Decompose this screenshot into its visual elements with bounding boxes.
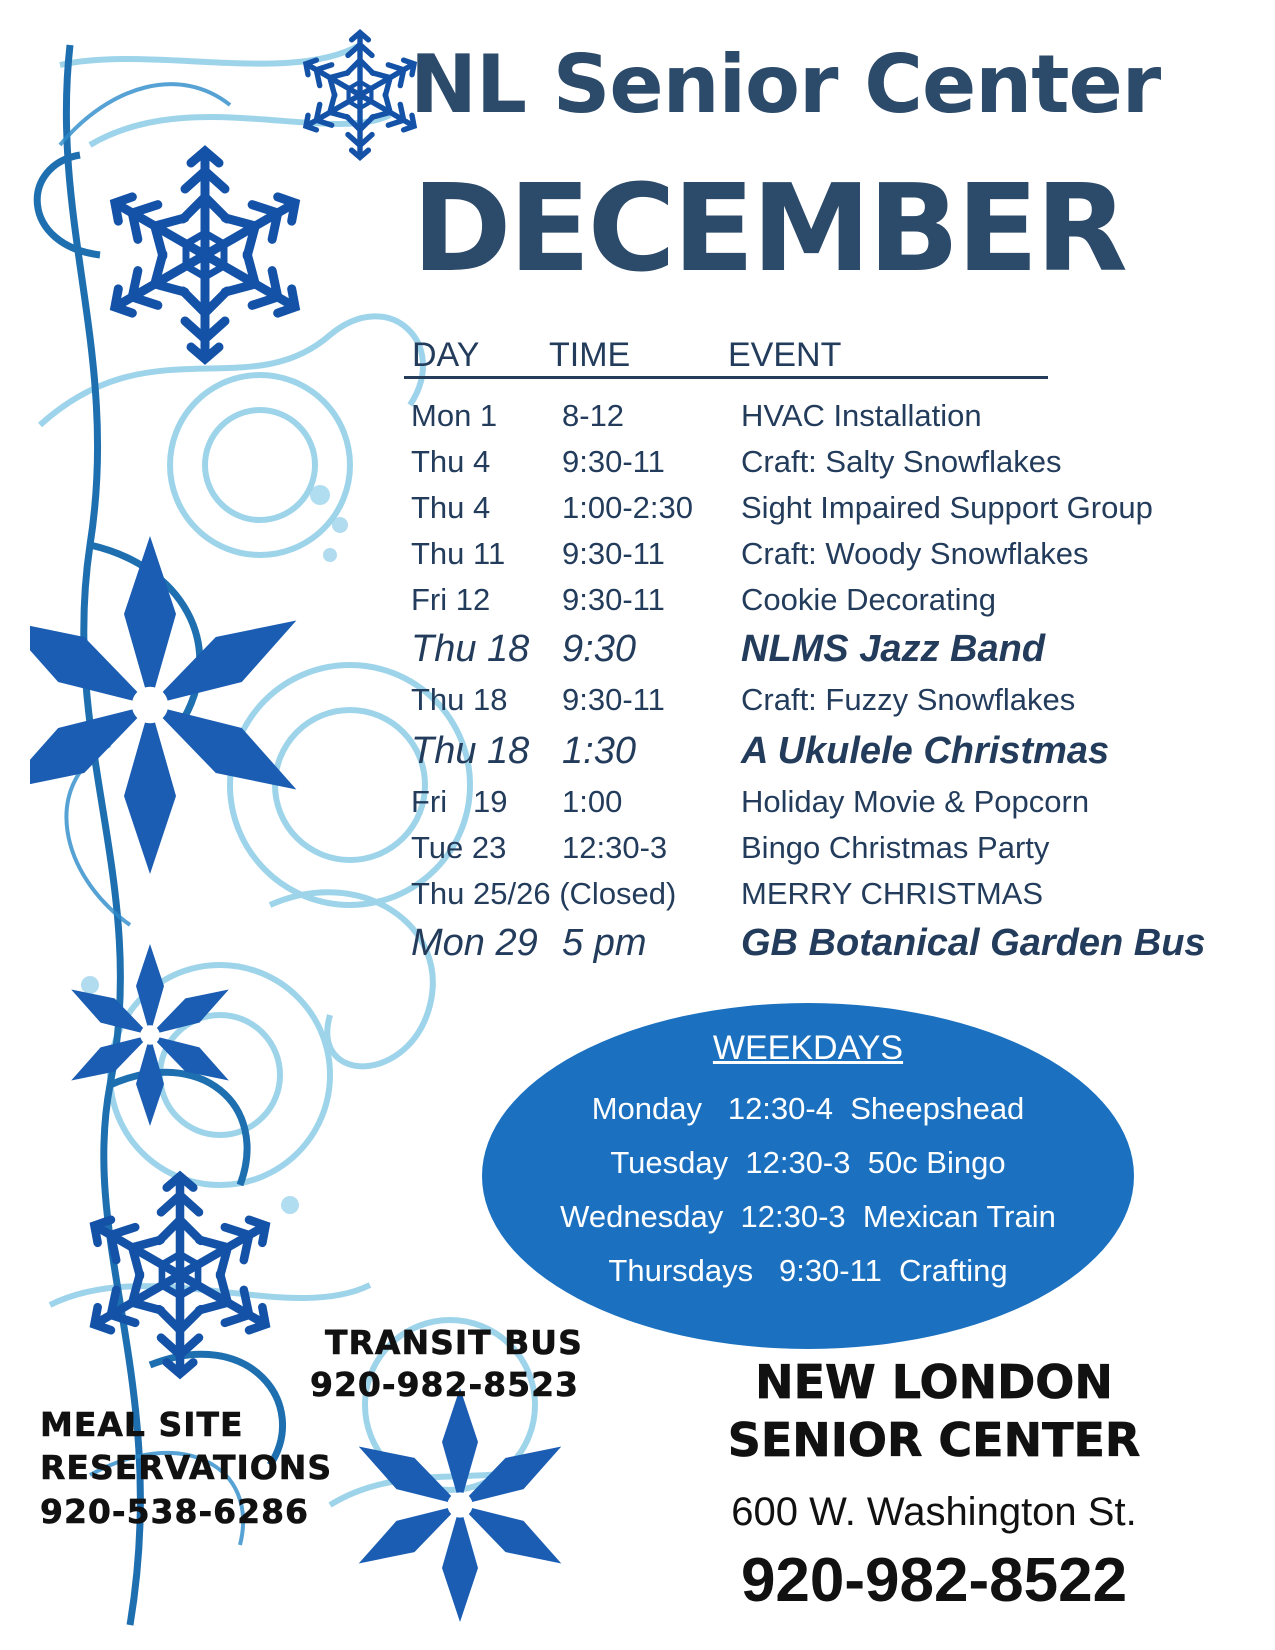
- row-time: 8-12: [562, 398, 625, 433]
- meal-site-label-2: RESERVATIONS: [40, 1448, 333, 1487]
- transit-bus-label: TRANSIT BUS: [325, 1323, 583, 1362]
- row-time: 9:30-11: [562, 444, 665, 479]
- row-event: Cookie Decorating: [741, 582, 997, 617]
- schedule-header: [404, 332, 1048, 379]
- schedule-row: [411, 536, 1261, 582]
- row-event: Craft: Fuzzy Snowflakes: [741, 682, 1076, 717]
- row-event: NLMS Jazz Band: [741, 628, 1046, 670]
- schedule-row: [411, 784, 1261, 830]
- row-day: Fri 12: [411, 582, 491, 617]
- schedule-row: [411, 876, 1261, 922]
- center-phone: 920-982-8522: [740, 1546, 1128, 1615]
- transit-bus-phone: 920-982-8523: [310, 1365, 580, 1404]
- schedule-row-highlight: [411, 922, 1261, 972]
- schedule-row: [411, 398, 1261, 444]
- row-event: Holiday Movie & Popcorn: [741, 784, 1090, 819]
- event-column-header: EVENT: [728, 336, 842, 374]
- meal-site-label: MEAL SITE: [40, 1405, 244, 1444]
- row-event: MERRY CHRISTMAS: [741, 876, 1044, 911]
- row-time: 1:00-2:30: [562, 490, 693, 525]
- row-event: Craft: Salty Snowflakes: [741, 444, 1062, 479]
- row-time: 9:30-11: [562, 682, 665, 717]
- weekday-line: Thursdays 9:30-11 Crafting: [608, 1253, 1008, 1288]
- schedule-row: [411, 444, 1261, 490]
- row-time: 12:30-3: [562, 830, 668, 865]
- row-time: 9:30-11: [562, 536, 665, 571]
- row-time: 1:30: [562, 730, 636, 772]
- row-day: Thu 18: [411, 628, 530, 670]
- weekday-line: Tuesday 12:30-3 50c Bingo: [610, 1145, 1006, 1180]
- row-event: GB Botanical Garden Bus: [741, 922, 1206, 964]
- center-name-line2: SENIOR CENTER: [727, 1413, 1141, 1467]
- month-title: DECEMBER: [412, 160, 1125, 299]
- schedule-row: [411, 582, 1261, 628]
- page-title: NL Senior Center: [410, 38, 1161, 131]
- center-name-line1: NEW LONDON: [755, 1355, 1113, 1409]
- row-time: 1:00: [562, 784, 623, 819]
- weekday-line: Monday 12:30-4 Sheepshead: [591, 1091, 1025, 1126]
- row-event: HVAC Installation: [741, 398, 982, 433]
- schedule-row: [411, 490, 1261, 536]
- row-event: Sight Impaired Support Group: [741, 490, 1153, 525]
- row-time: 5 pm: [562, 922, 647, 964]
- weekday-line: Wednesday 12:30-3 Mexican Train: [560, 1199, 1056, 1234]
- row-day: Mon 1: [411, 398, 498, 433]
- center-street-address: 600 W. Washington St.: [731, 1490, 1137, 1534]
- time-column-header: TIME: [549, 336, 631, 374]
- row-event: Bingo Christmas Party: [741, 830, 1050, 865]
- row-day: Mon 29: [411, 922, 538, 964]
- row-event: Craft: Woody Snowflakes: [741, 536, 1089, 571]
- weekdays-title: WEEKDAYS: [712, 1029, 904, 1067]
- row-time: 9:30-11: [562, 582, 665, 617]
- row-day: Thu 18: [411, 682, 508, 717]
- row-day: Fri 19: [411, 784, 508, 819]
- schedule-row: [411, 682, 1261, 728]
- schedule-row: [411, 830, 1261, 876]
- row-day: Thu 25/26 (Closed): [411, 876, 677, 911]
- row-day: Tue 23: [411, 830, 507, 865]
- row-day: Thu 4: [411, 444, 491, 479]
- row-day: Thu 4: [411, 490, 491, 525]
- row-event: A Ukulele Christmas: [741, 730, 1110, 772]
- row-day: Thu 18: [411, 730, 530, 772]
- row-time: 9:30: [562, 628, 636, 670]
- schedule-row-highlight: [411, 730, 1261, 780]
- row-day: Thu 11: [411, 536, 506, 571]
- schedule-row-highlight: [411, 628, 1261, 678]
- weekdays-panel: [482, 1003, 1134, 1349]
- meal-site-phone: 920-538-6286: [40, 1492, 310, 1531]
- day-column-header: DAY: [412, 336, 480, 374]
